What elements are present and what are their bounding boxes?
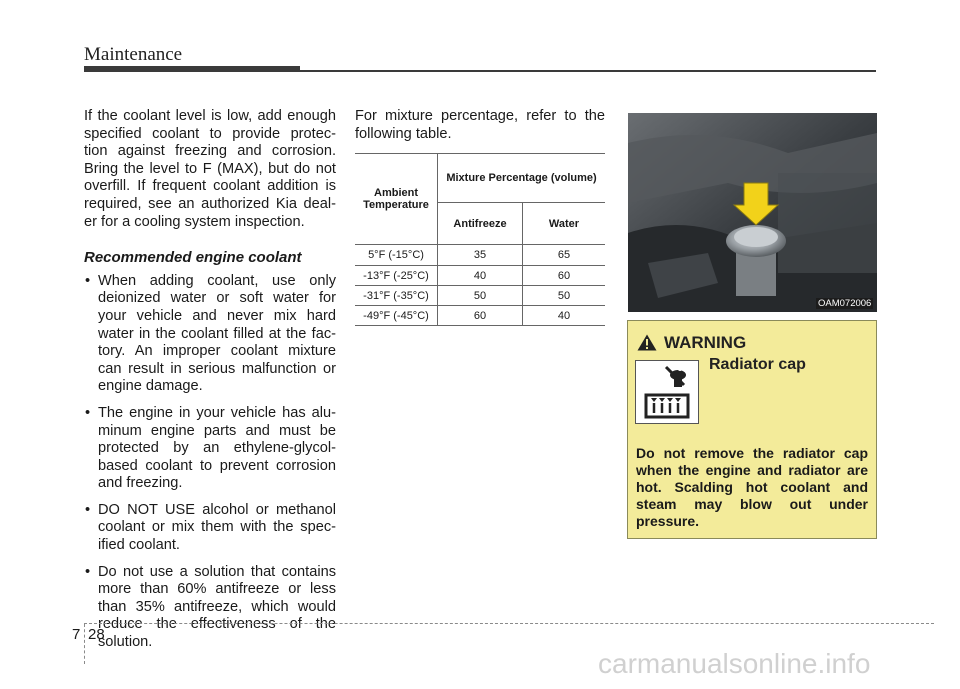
header-antifreeze: Antifreeze: [438, 203, 523, 245]
mixture-table: [355, 153, 605, 326]
table-row: [355, 306, 605, 326]
warning-text: Do not remove the radiator cap when the engine and radiator are hot. Scalding hot coolant and steam may blow out under pressure.: [636, 445, 868, 529]
engine-bay-photo: [628, 113, 877, 312]
cell-temperature: -31°F (-35°C): [355, 286, 438, 306]
cell-antifreeze: 40: [438, 266, 523, 286]
intro-paragraph: If the coolant level is low, add enough specified coolant to provide protec- tion against freezing and corrosion. Bring the level to F (MAX), but do not overfill. If frequent coolant addition is required, see an authorized Kia deal- er for a cooling system inspection.: [84, 108, 336, 230]
table-intro-paragraph: For mixture percentage, refer to the following table.: [355, 108, 605, 142]
page-number: 28: [88, 626, 105, 643]
header-water: Water: [523, 203, 606, 245]
photo-caption: OAM072006: [818, 298, 872, 309]
bullet-item: • DO NOT USE alcohol or methanol coolant or mix them with the spec- ified coolant.: [84, 502, 336, 555]
warning-triangle-icon: [637, 334, 657, 356]
cell-water: 65: [523, 245, 606, 266]
cell-temperature: -49°F (-45°C): [355, 306, 438, 326]
cell-water: 60: [523, 266, 606, 286]
header-rule-thick: [84, 66, 300, 72]
cell-water: 50: [523, 286, 606, 306]
left-column: [84, 108, 336, 661]
coolant-subheading: Recommended engine coolant: [84, 249, 302, 267]
bullet-item: • Do not use a solution that contains more than 60% antifreeze or less than 35% antifreeze, which would reduce the effectiveness of the solution.: [84, 564, 336, 652]
page-section-title: Maintenance: [84, 44, 183, 65]
cell-water: 40: [523, 306, 606, 326]
bullet-item: • When adding coolant, use only deionized water or soft water for your vehicle and never mix hard water in the coolant filled at the fac- tory. An improper coolant mixture can result in serious malfunction or engine damage.: [84, 273, 336, 396]
table-row: [355, 266, 605, 286]
hot-coolant-icon: [635, 360, 699, 424]
cell-antifreeze: 35: [438, 245, 523, 266]
cell-antifreeze: 60: [438, 306, 523, 326]
coolant-bullet-list: [84, 273, 336, 652]
cell-temperature: -13°F (-25°C): [355, 266, 438, 286]
bullet-item: • The engine in your vehicle has alu- minum engine parts and must be protected by an ethylene-glycol- based coolant to prevent corrosion and freezing.: [84, 405, 336, 493]
watermark: carmanualsonline.info: [598, 648, 871, 679]
warning-title: WARNING: [664, 333, 747, 352]
warning-subtitle: Radiator cap: [709, 356, 806, 373]
cell-antifreeze: 50: [438, 286, 523, 306]
header-rule-thin: [300, 70, 876, 72]
section-number: 7: [72, 626, 81, 643]
radiator-cap-illustration: [628, 113, 877, 312]
header-mixture-percentage: Mixture Percentage (volume): [438, 154, 606, 203]
cell-temperature: 5°F (-15°C): [355, 245, 438, 266]
footer-rule: [84, 623, 934, 624]
header-ambient-temperature: Ambient Temperature: [355, 154, 438, 245]
table-row: [355, 245, 605, 266]
table-row: [355, 286, 605, 306]
footer-divider: [84, 624, 85, 664]
